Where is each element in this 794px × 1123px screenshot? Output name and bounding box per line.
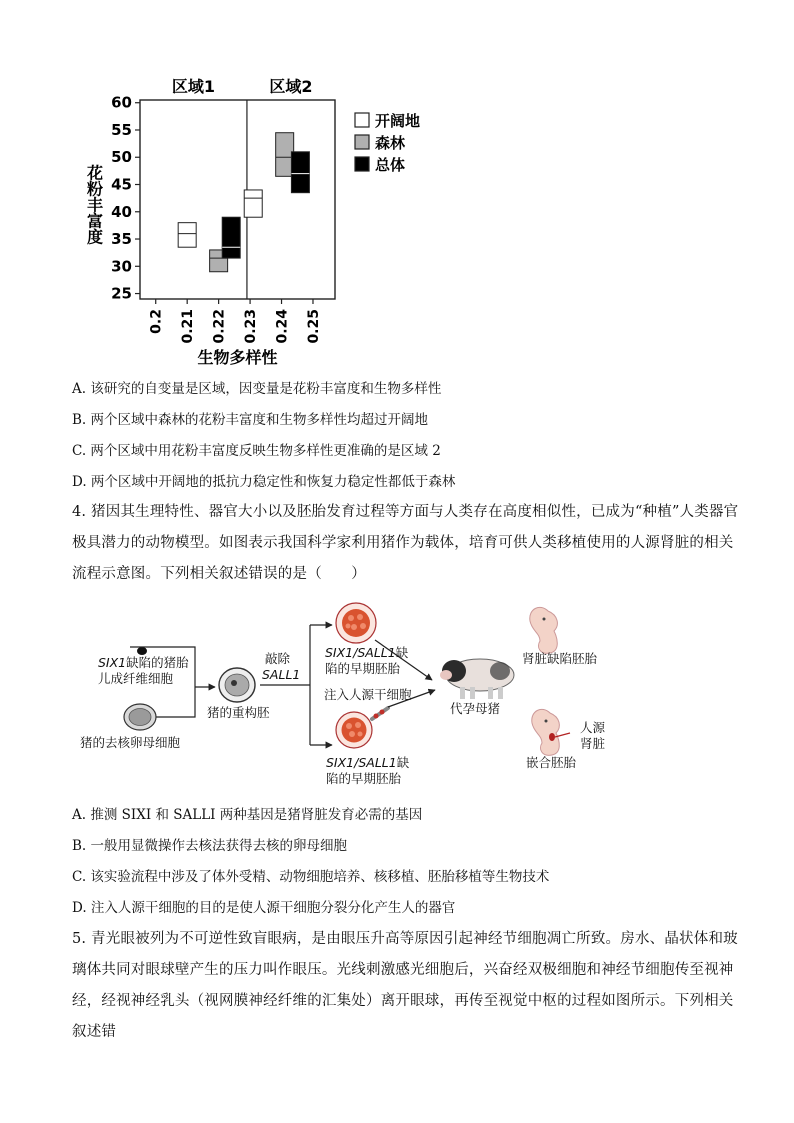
- fibroblast-label: SIX1缺陷的猪胎: [98, 655, 189, 670]
- early-embryo-bottom: [336, 712, 372, 748]
- inject-label: 注入人源干细胞: [324, 687, 412, 702]
- q3-option-d: D. 两个区域中开阔地的抵抗力稳定性和恢复力稳定性都低于森林: [72, 474, 456, 490]
- y-tick-label: 35: [111, 230, 132, 249]
- human-kidney-label: 人源: [580, 720, 606, 735]
- kidney-defect-label: 肾脏缺陷胚胎: [522, 651, 598, 666]
- embryo-label: 猪的重构胚: [207, 705, 270, 720]
- nucleus-dot: [137, 647, 147, 655]
- y-tick-label: 50: [111, 148, 132, 167]
- box-3: [244, 190, 262, 217]
- early-embryo-top-label-line2: 陷的早期胚胎: [325, 661, 401, 676]
- q4-option-d: D. 注入人源干细胞的目的是使人源干细胞分裂分化产生人的器官: [72, 900, 456, 916]
- q4-stem: 4. 猪因其生理特性、器官大小以及胚胎发育过程等方面与人类存在高度相似性，已成为“种植”人类器官极具潜力的动物模型。如图表示我国科学家利用猪作为载体，培育可供人类移植使用的人源肾脏的相关流程示意图。下列相关叙述错误的是（ ）: [72, 504, 739, 582]
- knockout-gene: SALL1: [262, 667, 301, 682]
- legend-swatch-2: [355, 157, 369, 171]
- y-tick-label: 30: [111, 257, 132, 276]
- plot-frame: [140, 100, 335, 299]
- kidney-defect-fetus: [530, 607, 558, 653]
- x-tick-label: 0.2: [148, 309, 165, 334]
- pig-kidney-diagram: [70, 595, 630, 790]
- y-tick-label: 60: [111, 93, 132, 112]
- early-embryo-top: [336, 603, 376, 643]
- x-tick-label: 0.23: [243, 309, 260, 344]
- y-tick-label: 45: [111, 175, 132, 194]
- legend-swatch-1: [355, 135, 369, 149]
- surrogate-label: 代孕母猪: [450, 701, 501, 716]
- q4-option-c: C. 该实验流程中涉及了体外受精、动物细胞培养、核移植、胚胎移植等生物技术: [72, 869, 550, 885]
- oocyte-label: 猪的去核卵母细胞: [80, 735, 181, 750]
- chimeric-fetus: [532, 709, 570, 755]
- early-embryo-top-label: SIX1/SALL1缺: [325, 645, 409, 660]
- injection-needle: [372, 708, 388, 719]
- knockout-label: 敲除: [265, 651, 291, 666]
- panel-label-region1: 区域1: [171, 77, 216, 96]
- early-embryo-bottom-label-line2: 陷的早期胚胎: [326, 771, 402, 786]
- y-axis-label: 花粉丰富度: [84, 164, 104, 245]
- human-kidney-label-line2: 肾脏: [580, 736, 606, 751]
- legend-label-1: 森林: [375, 134, 406, 152]
- pollen-diversity-chart: [80, 70, 460, 370]
- x-tick-label: 0.21: [180, 309, 197, 344]
- legend-swatch-0: [355, 113, 369, 127]
- x-tick-label: 0.22: [211, 309, 228, 344]
- q5-stem: 5. 青光眼被列为不可逆性致盲眼病，是由眼压升高等原因引起神经节细胞凋亡所致。房水、晶状体和玻璃体共同对眼球壁产生的压力叫作眼压。光线刺激感光细胞后，兴奋经双极细胞和神经节细胞传至视神经，经视神经乳头（视网膜神经纤维的汇集处）离开眼球，再传至视觉中枢的过程如图所示。下列相关叙述错: [72, 931, 738, 1040]
- panel-label-region2: 区域2: [269, 77, 313, 96]
- chimera-label: 嵌合胚胎: [526, 755, 577, 770]
- q4-option-a: A. 推测 SIXI 和 SALLI 两种基因是猪肾脏发育必需的基因: [72, 807, 423, 823]
- y-tick-label: 40: [111, 202, 132, 221]
- x-tick-label: 0.24: [274, 309, 291, 344]
- q3-option-b: B. 两个区域中森林的花粉丰富度和生物多样性均超过开阔地: [72, 412, 429, 428]
- q4-option-b: B. 一般用显微操作去核法获得去核的卵母细胞: [72, 838, 348, 854]
- early-embryo-bottom-label: SIX1/SALL1缺: [326, 755, 410, 770]
- y-tick-label: 55: [111, 120, 132, 139]
- q3-option-a: A. 该研究的自变量是区域，因变量是花粉丰富度和生物多样性: [72, 381, 442, 397]
- x-axis-label: 生物多样性: [197, 348, 278, 367]
- x-tick-label: 0.25: [305, 309, 322, 344]
- legend-label-2: 总体: [375, 156, 406, 174]
- box-0: [178, 223, 196, 248]
- fibroblast-label-line2: 儿成纤维细胞: [98, 671, 174, 686]
- legend-label-0: 开阔地: [375, 112, 421, 130]
- y-tick-label: 25: [111, 284, 132, 303]
- q3-option-c: C. 两个区域中用花粉丰富度反映生物多样性更准确的是区域 2: [72, 443, 441, 459]
- box-5: [291, 152, 309, 193]
- surrogate-pig-image: [440, 659, 514, 699]
- box-2: [222, 217, 240, 258]
